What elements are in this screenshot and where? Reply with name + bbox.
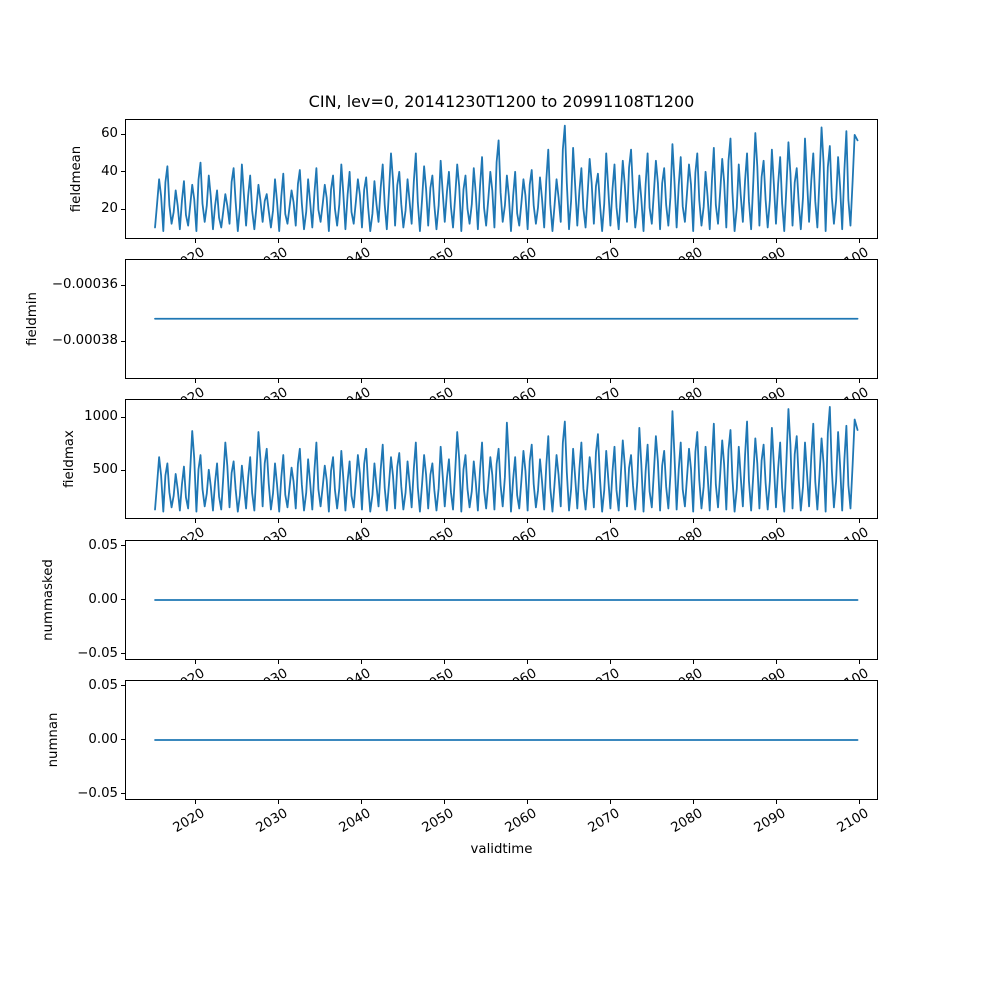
x-tick-mark	[278, 800, 279, 804]
x-tick-mark	[610, 519, 611, 523]
axes-fieldmin	[125, 259, 878, 379]
x-tick-mark	[195, 519, 196, 523]
x-tick-mark	[278, 519, 279, 523]
y-tick-label: 0.00	[88, 731, 118, 747]
x-tick-mark	[859, 379, 860, 383]
y-axis-label-fieldmin: fieldmin	[25, 292, 40, 347]
x-tick-label: 2020	[170, 805, 208, 836]
chart-title: CIN, lev=0, 20141230T1200 to 20991108T1200	[308, 92, 695, 111]
x-tick-label: 2080	[668, 805, 706, 836]
x-tick-mark	[693, 800, 694, 804]
x-tick-mark	[278, 239, 279, 243]
x-tick-mark	[610, 800, 611, 804]
x-tick-mark	[859, 660, 860, 664]
x-tick-mark	[693, 660, 694, 664]
x-tick-label: 2070	[585, 805, 623, 836]
y-tick-label: 40	[101, 163, 118, 179]
x-tick-label: 2030	[253, 805, 291, 836]
y-tick-label: −0.05	[77, 785, 118, 801]
x-tick-mark	[195, 239, 196, 243]
y-tick-label: −0.00036	[51, 277, 118, 293]
x-tick-label: 2060	[502, 805, 540, 836]
x-tick-label: 2050	[419, 805, 457, 836]
x-tick-mark	[361, 239, 362, 243]
y-tick-label: 0.05	[88, 537, 118, 553]
x-tick-mark	[278, 379, 279, 383]
y-tick-label: 500	[92, 462, 118, 478]
x-tick-label: 2090	[751, 805, 789, 836]
y-tick-label: 0.05	[88, 677, 118, 693]
x-tick-mark	[527, 239, 528, 243]
x-tick-mark	[195, 800, 196, 804]
axes-numnan	[125, 680, 878, 800]
line-series-fieldmax	[126, 400, 877, 518]
series-polyline	[155, 126, 858, 232]
x-tick-mark	[444, 379, 445, 383]
y-tick-label: −0.05	[77, 645, 118, 661]
x-axis-label: validtime	[470, 842, 533, 857]
y-axis-label-nummasked: nummasked	[41, 558, 56, 641]
x-tick-mark	[776, 800, 777, 804]
x-tick-mark	[610, 379, 611, 383]
x-tick-mark	[361, 800, 362, 804]
line-series-fieldmean	[126, 120, 877, 238]
x-tick-label: 2100	[834, 805, 872, 836]
x-tick-mark	[693, 379, 694, 383]
y-tick-label: −0.00038	[51, 333, 118, 349]
x-tick-mark	[444, 239, 445, 243]
line-series-fieldmin	[126, 260, 877, 378]
line-series-numnan	[126, 681, 877, 799]
x-tick-mark	[527, 379, 528, 383]
x-tick-mark	[610, 239, 611, 243]
x-tick-mark	[776, 519, 777, 523]
x-tick-mark	[361, 519, 362, 523]
x-tick-mark	[776, 239, 777, 243]
x-tick-mark	[693, 239, 694, 243]
y-axis-label-fieldmean: fieldmean	[69, 145, 84, 213]
x-tick-mark	[693, 519, 694, 523]
x-tick-mark	[859, 800, 860, 804]
y-axis-label-numnan: numnan	[46, 712, 61, 768]
x-tick-mark	[444, 519, 445, 523]
x-tick-mark	[527, 800, 528, 804]
x-tick-mark	[527, 519, 528, 523]
x-tick-mark	[361, 660, 362, 664]
x-tick-mark	[195, 379, 196, 383]
x-tick-mark	[444, 800, 445, 804]
x-tick-mark	[859, 519, 860, 523]
y-tick-label: 20	[101, 201, 118, 217]
x-tick-label: 2040	[336, 805, 374, 836]
x-tick-mark	[610, 660, 611, 664]
axes-nummasked	[125, 540, 878, 660]
x-tick-mark	[278, 660, 279, 664]
y-tick-label: 0.00	[88, 591, 118, 607]
y-tick-label: 60	[101, 126, 118, 142]
y-tick-label: 1000	[84, 409, 118, 425]
x-tick-mark	[195, 660, 196, 664]
x-tick-mark	[444, 660, 445, 664]
x-tick-mark	[527, 660, 528, 664]
x-tick-mark	[776, 379, 777, 383]
axes-fieldmean	[125, 119, 878, 239]
axes-fieldmax	[125, 399, 878, 519]
x-tick-mark	[859, 239, 860, 243]
series-polyline	[155, 407, 858, 512]
x-tick-mark	[776, 660, 777, 664]
x-tick-mark	[361, 379, 362, 383]
line-series-nummasked	[126, 541, 877, 659]
y-axis-label-fieldmax: fieldmax	[62, 430, 77, 489]
